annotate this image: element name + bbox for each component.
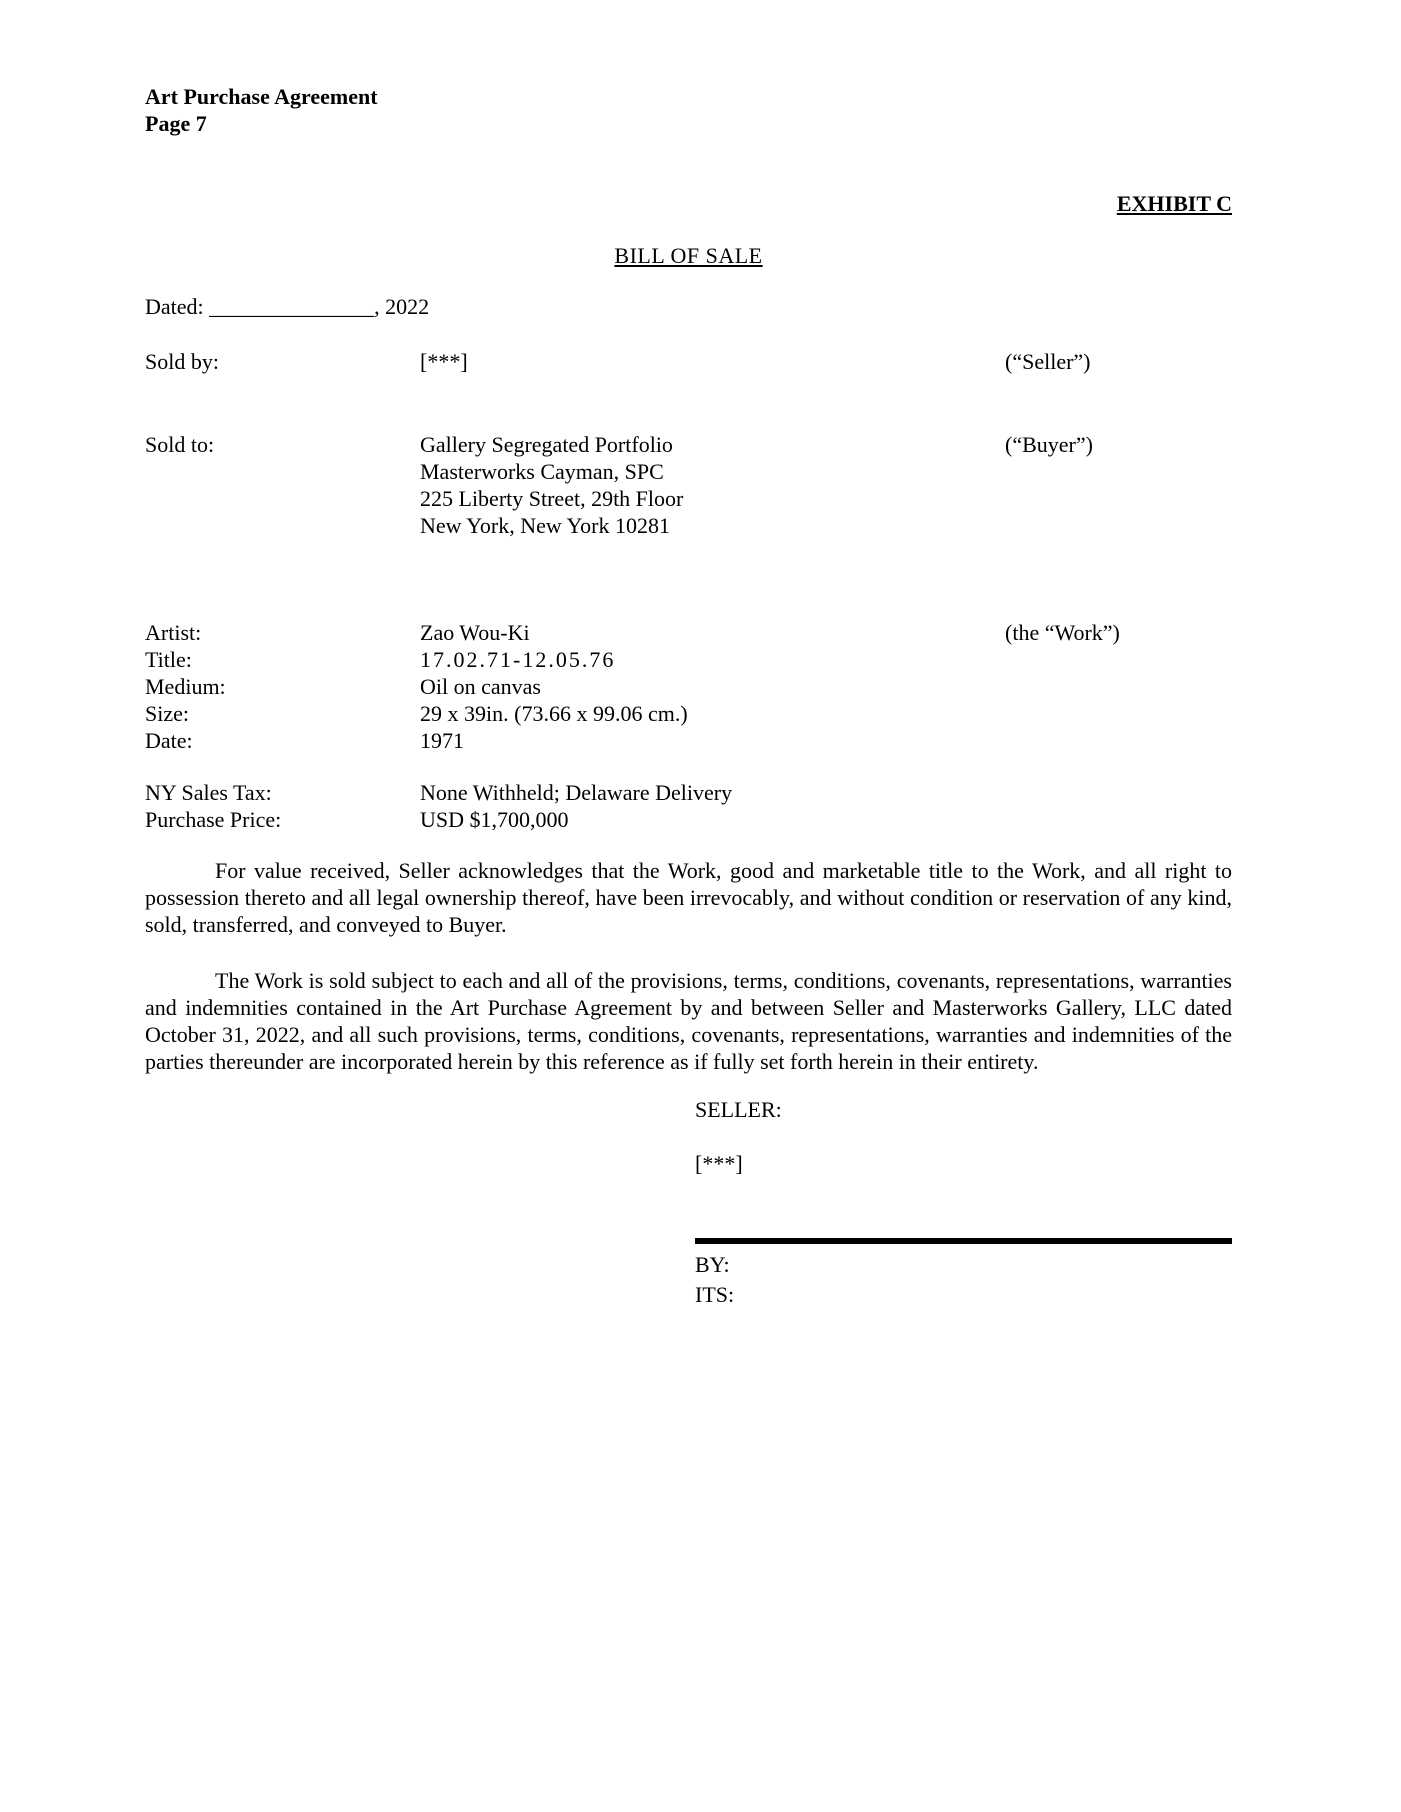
size-value: 29 x 39in. (73.66 x 99.06 cm.) xyxy=(420,701,688,726)
purchase-price-label: Purchase Price: xyxy=(145,807,282,832)
body-paragraph-1: For value received, Seller acknowledges that the Work, good and marketable title to the Work, and all right to possession thereto and all legal ownership thereof, have been irrevocably, and without condition or reservation of any kind, sold, transferred, and conveyed to Buyer. xyxy=(145,858,1232,937)
work-details-block xyxy=(145,619,1232,754)
work-details-labels xyxy=(145,619,420,754)
sold-to-row xyxy=(145,431,1232,539)
document-header-page-number: Page 7 xyxy=(145,111,207,136)
signature-its-label: ITS: xyxy=(695,1282,735,1307)
address-line: 225 Liberty Street, 29th Floor xyxy=(420,486,684,511)
sold-to-address xyxy=(420,431,1005,539)
sold-by-label: Sold by: xyxy=(145,349,219,374)
sold-by-value: [***] xyxy=(420,349,468,374)
artist-value: Zao Wou-Ki xyxy=(420,620,530,645)
date-label: Date: xyxy=(145,728,193,753)
date-value: 1971 xyxy=(420,728,464,753)
title-label: Title: xyxy=(145,647,192,672)
work-details-values xyxy=(420,619,1005,754)
signature-by-label: BY: xyxy=(695,1252,730,1277)
address-line: Gallery Segregated Portfolio xyxy=(420,432,673,457)
buyer-tag: (“Buyer”) xyxy=(1005,432,1093,457)
sold-to-label: Sold to: xyxy=(145,432,215,457)
sale-details-values xyxy=(420,779,1005,833)
seller-tag: (“Seller”) xyxy=(1005,349,1091,374)
document-header-title: Art Purchase Agreement xyxy=(145,84,378,109)
sale-details-labels xyxy=(145,779,420,833)
sold-by-row xyxy=(145,348,1232,375)
dated-blank-line: _______________ xyxy=(209,294,375,319)
title-value: 17.02.71-12.05.76 xyxy=(420,647,616,672)
signature-block xyxy=(695,1096,1232,1308)
exhibit-label-line xyxy=(145,190,1232,217)
body-paragraph-2: The Work is sold subject to each and all of the provisions, terms, conditions, covenants, representations, warranties and indemnities contained in the Art Purchase Agreement by and between Seller and Masterworks Gallery, LLC dated October 31, 2022, and all such provisions, terms, conditions, covenants, representations, warranties and indemnities of the parties thereunder are incorporated herein by this reference as if fully set forth herein in their entirety. xyxy=(145,968,1232,1074)
seller-signer-value: [***] xyxy=(695,1151,743,1176)
document-header xyxy=(145,83,1232,137)
size-label: Size: xyxy=(145,701,189,726)
sales-tax-value: None Withheld; Delaware Delivery xyxy=(420,780,733,805)
work-tag: (the “Work”) xyxy=(1005,620,1120,645)
seller-signature-label: SELLER: xyxy=(695,1097,782,1122)
document-title: BILL OF SALE xyxy=(614,243,763,268)
sale-details-block xyxy=(145,779,1232,833)
exhibit-label: EXHIBIT C xyxy=(1116,191,1232,216)
dated-label: Dated: xyxy=(145,294,204,319)
dated-line xyxy=(145,293,1232,320)
address-line: Masterworks Cayman, SPC xyxy=(420,459,664,484)
signature-line xyxy=(695,1238,1232,1244)
dated-year: , 2022 xyxy=(374,294,430,319)
medium-label: Medium: xyxy=(145,674,226,699)
medium-value: Oil on canvas xyxy=(420,674,541,699)
address-line: New York, New York 10281 xyxy=(420,513,670,538)
sales-tax-label: NY Sales Tax: xyxy=(145,780,272,805)
artist-label: Artist: xyxy=(145,620,202,645)
purchase-price-value: USD $1,700,000 xyxy=(420,807,569,832)
document-title-line xyxy=(145,242,1232,269)
